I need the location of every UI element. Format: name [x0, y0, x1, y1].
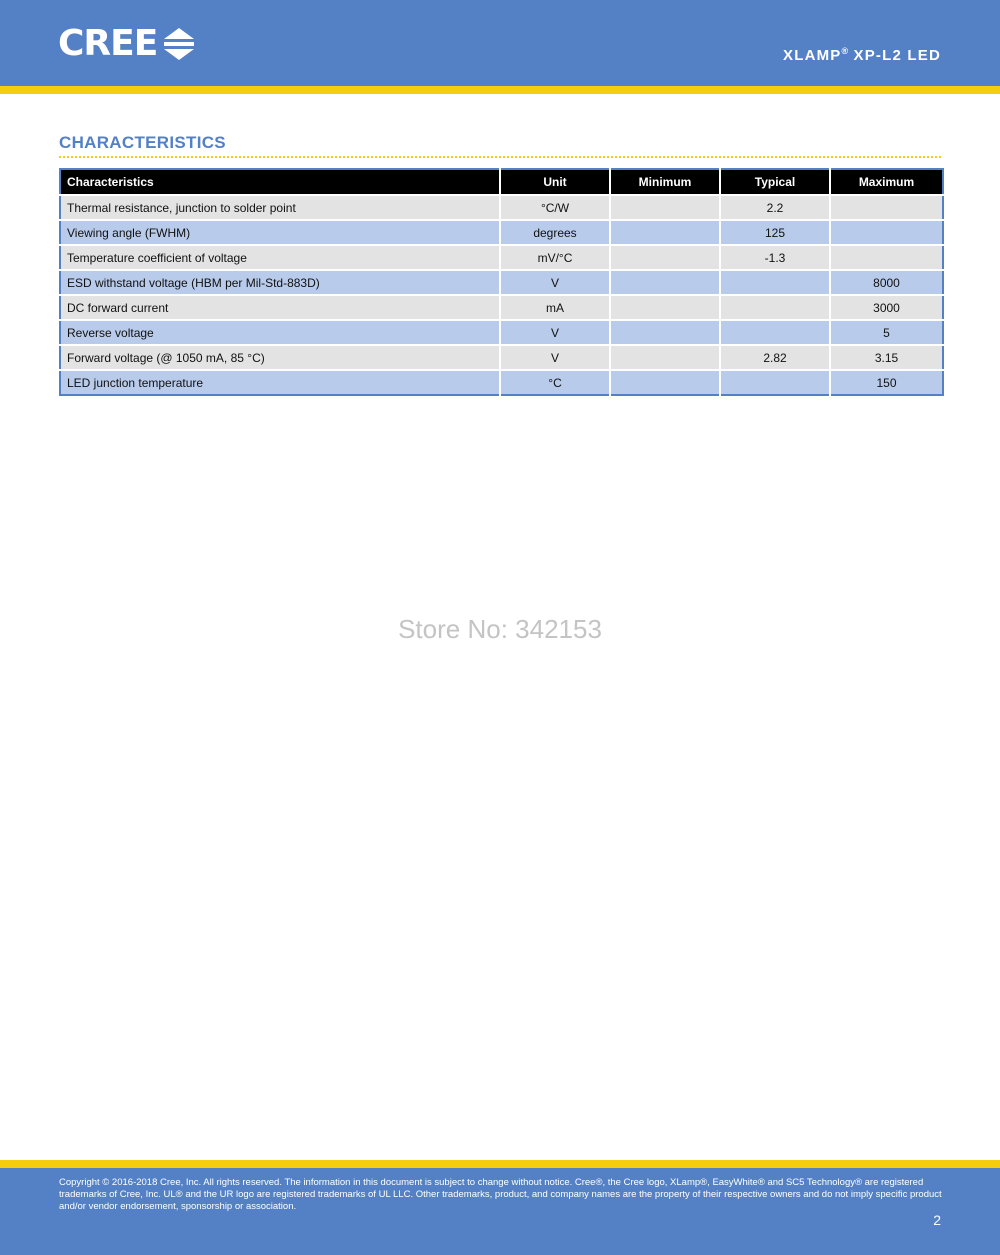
characteristic-cell: Thermal resistance, junction to solder point: [60, 195, 500, 220]
typical-cell: 2.2: [720, 195, 830, 220]
maximum-cell: [830, 195, 943, 220]
minimum-cell: [610, 295, 720, 320]
typical-cell: 125: [720, 220, 830, 245]
document-title: XLAMP® XP-L2 LED: [783, 46, 941, 64]
column-header: Characteristics: [60, 169, 500, 195]
characteristics-table: [59, 168, 944, 396]
maximum-cell: 150: [830, 370, 943, 395]
table-row: [60, 345, 943, 370]
section-title: CHARACTERISTICS: [59, 133, 226, 152]
typical-cell: 2.82: [720, 345, 830, 370]
logo-text: CREE: [58, 23, 158, 64]
minimum-cell: [610, 345, 720, 370]
section-divider: [59, 156, 941, 158]
column-header: Typical: [720, 169, 830, 195]
typical-cell: [720, 270, 830, 295]
column-header: Maximum: [830, 169, 943, 195]
page-header: [0, 0, 1000, 86]
table-row: [60, 295, 943, 320]
maximum-cell: 5: [830, 320, 943, 345]
characteristic-cell: ESD withstand voltage (HBM per Mil-Std-883D): [60, 270, 500, 295]
unit-cell: °C: [500, 370, 610, 395]
cree-logo: [58, 24, 195, 64]
minimum-cell: [610, 370, 720, 395]
maximum-cell: 8000: [830, 270, 943, 295]
maximum-cell: [830, 220, 943, 245]
characteristic-cell: Viewing angle (FWHM): [60, 220, 500, 245]
typical-cell: [720, 295, 830, 320]
minimum-cell: [610, 220, 720, 245]
table-header-row: [60, 169, 943, 195]
cree-diamond-icon: [163, 27, 195, 61]
characteristic-cell: Temperature coefficient of voltage: [60, 245, 500, 270]
page-number: 2: [933, 1212, 941, 1228]
characteristic-cell: DC forward current: [60, 295, 500, 320]
minimum-cell: [610, 320, 720, 345]
maximum-cell: [830, 245, 943, 270]
unit-cell: V: [500, 320, 610, 345]
typical-cell: -1.3: [720, 245, 830, 270]
store-watermark: Store No: 342153: [398, 614, 602, 644]
footer-accent-stripe: [0, 1160, 1000, 1168]
characteristic-cell: Reverse voltage: [60, 320, 500, 345]
maximum-cell: 3.15: [830, 345, 943, 370]
unit-cell: °C/W: [500, 195, 610, 220]
characteristic-cell: Forward voltage (@ 1050 mA, 85 °C): [60, 345, 500, 370]
column-header: Unit: [500, 169, 610, 195]
header-accent-stripe: [0, 86, 1000, 94]
maximum-cell: 3000: [830, 295, 943, 320]
minimum-cell: [610, 195, 720, 220]
unit-cell: V: [500, 345, 610, 370]
table-row: [60, 270, 943, 295]
minimum-cell: [610, 245, 720, 270]
table-row: [60, 370, 943, 395]
table-row: [60, 220, 943, 245]
unit-cell: V: [500, 270, 610, 295]
page-footer: [0, 1168, 1000, 1255]
column-header: Minimum: [610, 169, 720, 195]
minimum-cell: [610, 270, 720, 295]
typical-cell: [720, 370, 830, 395]
unit-cell: mV/°C: [500, 245, 610, 270]
table-row: [60, 320, 943, 345]
unit-cell: mA: [500, 295, 610, 320]
table-row: [60, 245, 943, 270]
unit-cell: degrees: [500, 220, 610, 245]
copyright-notice: Copyright © 2016-2018 Cree, Inc. All rights reserved. The information in this document is subject to change without notice. Cree®, the Cree logo, XLamp®, EasyWhite® and SC5 Technology® are registered trademarks of Cree, Inc. UL® and the UR logo are registered trademarks of UL LLC. Other trademarks, product, and company names are the property of their respective owners and do not imply specific product and/or vendor endorsement, sponsorship or association.: [59, 1177, 942, 1212]
characteristic-cell: LED junction temperature: [60, 370, 500, 395]
typical-cell: [720, 320, 830, 345]
table-row: [60, 195, 943, 220]
